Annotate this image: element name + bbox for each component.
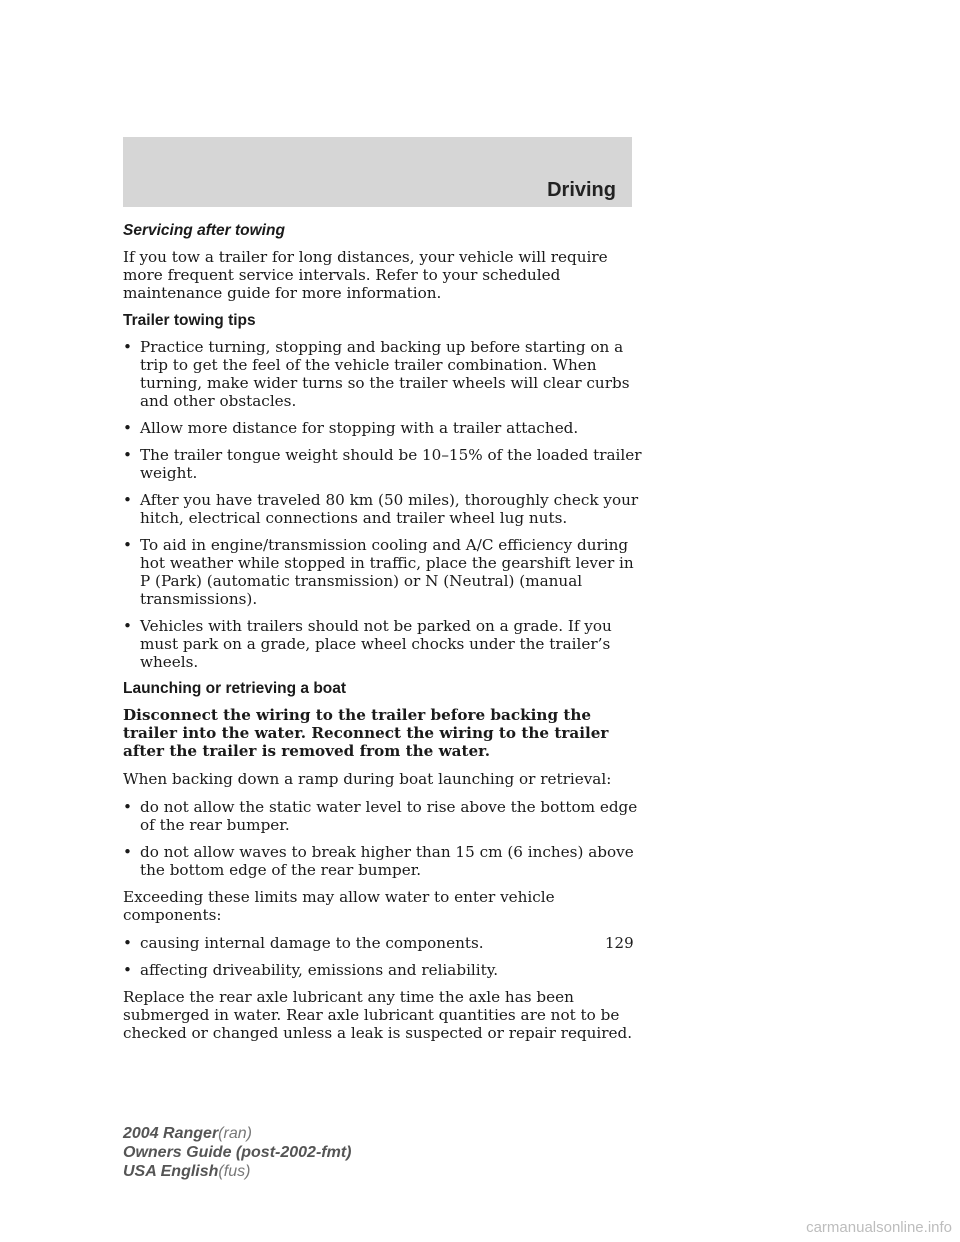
bullet-icon: •	[123, 491, 132, 509]
list-item: • The trailer tongue weight should be 10–15% of the loaded trailer weight.	[123, 446, 642, 482]
bullet-icon: •	[123, 798, 132, 816]
closing-paragraph: Replace the rear axle lubricant any time the axle has been submerged in water. Rear axle lubricant quantities are not to be checked or changed unless a leak is suspected or repair required.	[123, 988, 633, 1042]
exceed-list	[123, 934, 643, 979]
tips-list	[123, 338, 643, 671]
bullet-icon: •	[123, 961, 132, 979]
bullet-icon: •	[123, 617, 132, 635]
exceed-intro: Exceeding these limits may allow water to enter vehicle components:	[123, 888, 555, 924]
page-number: 129	[605, 934, 634, 952]
bullet-icon: •	[123, 419, 132, 437]
page-content	[123, 222, 643, 1052]
list-item: • Allow more distance for stopping with a trailer attached.	[123, 419, 579, 437]
list-item: • Practice turning, stopping and backing up before starting on a trip to get the feel of the vehicle trailer combination. When turning, make wider turns so the trailer wheels will clear curbs and other obstacles.	[123, 338, 630, 410]
chapter-header-band	[123, 137, 632, 207]
list-item: • Vehicles with trailers should not be parked on a grade. If you must park on a grade, place wheel chocks under the trailer’s wheels.	[123, 617, 612, 671]
footer-model: 2004 Ranger	[123, 1125, 219, 1142]
watermark: carmanualsonline.info	[806, 1219, 952, 1236]
list-item: • To aid in engine/transmission cooling and A/C efficiency during hot weather while stopped in traffic, place the gearshift lever in P (Park) (automatic transmission) or N (Neutral) (manual transmissions).	[123, 536, 634, 608]
list-item: • After you have traveled 80 km (50 miles), thoroughly check your hitch, electrical connections and trailer wheel lug nuts.	[123, 491, 639, 527]
tips-heading: Trailer towing tips	[123, 312, 256, 329]
footer-model-code: (ran)	[218, 1125, 252, 1142]
list-item: • affecting driveability, emissions and reliability.	[123, 961, 499, 979]
footer-guide: Owners Guide (post-2002-fmt)	[123, 1144, 352, 1161]
list-item: • do not allow the static water level to rise above the bottom edge of the rear bumper.	[123, 798, 638, 834]
bullet-icon: •	[123, 446, 132, 464]
bullet-icon: •	[123, 536, 132, 554]
bullet-icon: •	[123, 934, 132, 952]
boat-intro: When backing down a ramp during boat launching or retrieval:	[123, 770, 612, 788]
servicing-body: If you tow a trailer for long distances, your vehicle will require more frequent service intervals. Refer to your scheduled maintenance guide for more information.	[123, 248, 608, 302]
footer-language-code: (fus)	[218, 1163, 251, 1180]
list-item: • causing internal damage to the components.	[123, 934, 484, 952]
bullet-icon: •	[123, 338, 132, 356]
chapter-title: Driving	[547, 179, 616, 201]
list-item: • do not allow waves to break higher than 15 cm (6 inches) above the bottom edge of the rear bumper.	[123, 843, 634, 879]
boat-list	[123, 798, 643, 879]
boat-heading: Launching or retrieving a boat	[123, 680, 347, 697]
boat-warning: Disconnect the wiring to the trailer before backing the trailer into the water. Reconnect the wiring to the trailer after the trailer is removed from the water.	[123, 706, 609, 760]
bullet-icon: •	[123, 843, 132, 861]
document-footer	[123, 1124, 351, 1181]
footer-language: USA English	[123, 1163, 219, 1180]
servicing-heading: Servicing after towing	[123, 222, 285, 239]
